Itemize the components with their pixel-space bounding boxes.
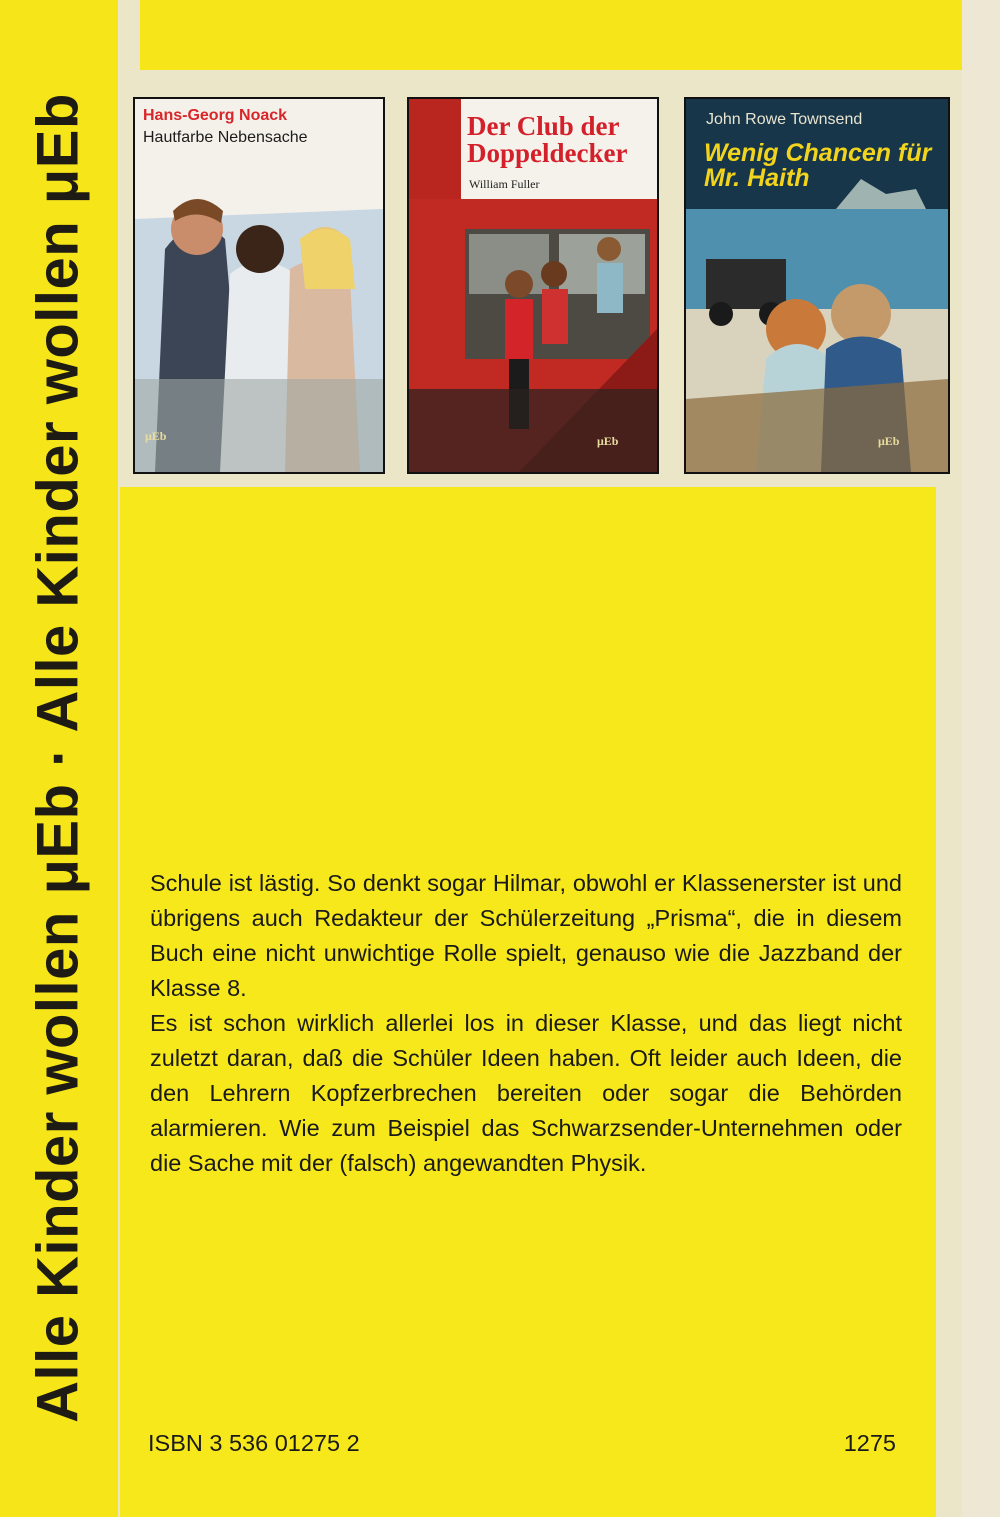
book-1-publisher-logo: μEb [145,429,167,443]
book-1-title: Hautfarbe Nebensache [143,129,308,146]
blurb-text [150,866,902,1181]
spine-slogan: Alle Kinder wollen μEb · Alle Kinder wollen μEb [25,93,91,1423]
book-3-publisher-logo: μEb [878,434,900,448]
book-cover-3 [684,97,950,474]
book-2-publisher-logo: μEb [597,434,619,448]
isbn: ISBN 3 536 01275 2 [148,1430,360,1456]
book-cover-2 [407,97,659,474]
book-3-author: John Rowe Townsend [706,111,863,128]
book-2-title: Der Club der Doppeldecker [467,111,628,168]
book-3-title: Wenig Chancen für Mr. Haith [704,139,932,192]
blurb-paragraph-2: Es ist schon wirklich allerlei los in dieser Klasse, und das liegt nicht zuletzt daran, daß die Schüler Ideen haben. Oft leider auch Ideen, die den Lehrern Kopfzerbrechen bereiten oder sogar die Behörden alarmieren. Wie zum Beispiel das Schwarzsender-Unternehmen oder die Sache mit der (falsch) angewandten Physik. [150,1010,902,1176]
book-cover-1 [133,97,385,474]
book-1-author: Hans-Georg Noack [143,107,288,124]
catalog-number: 1275 [843,1430,896,1456]
blurb-paragraph-1: Schule ist lästig. So denkt sogar Hilmar, obwohl er Klassenerster ist und übrigens auch Redakteur der Schülerzeitung „Prisma“, die in diesem Buch eine nicht unwichtige Rolle spielt, genauso wie die Jazzband der Klasse 8. [150,870,902,1001]
book-2-author: William Fuller [469,177,540,191]
book-cover-1-illustration [135,99,383,472]
page-edge [962,0,1000,1517]
top-band [140,0,962,70]
